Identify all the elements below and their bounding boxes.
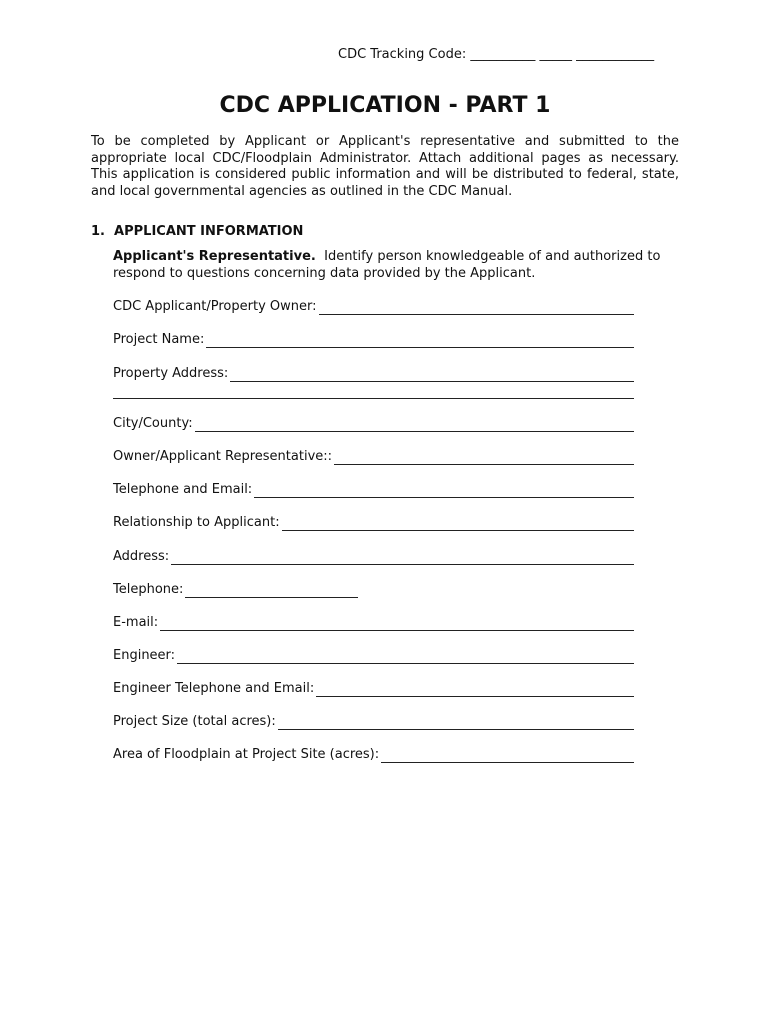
field-property-address	[113, 365, 634, 382]
city-county-input[interactable]	[195, 419, 634, 432]
section-heading-applicant-info	[91, 224, 303, 239]
project-size-input[interactable]	[278, 717, 634, 730]
field-label: Engineer:	[113, 648, 176, 663]
telephone-email-input[interactable]	[254, 485, 634, 498]
field-email	[113, 614, 634, 631]
email-input[interactable]	[160, 618, 634, 631]
field-label: Property Address:	[113, 366, 229, 381]
field-label: Engineer Telephone and Email:	[113, 681, 315, 696]
tracking-code-input[interactable]: __________ _____ ____________	[470, 47, 655, 62]
field-label: CDC Applicant/Property Owner:	[113, 299, 317, 314]
field-owner-representative	[113, 448, 634, 465]
section-number: 1.	[91, 224, 105, 239]
tracking-code-label: CDC Tracking Code:	[338, 47, 471, 62]
section-title: APPLICANT INFORMATION	[114, 224, 304, 239]
intro-paragraph: To be completed by Applicant or Applicant's representative and submitted to the appropriate local CDC/Floodplain Administrator. Attach additional pages as necessary. This application is considered public information and will be distributed to federal, state, and local governmental agencies as outlined in the CDC Manual.	[91, 134, 679, 199]
field-city-county	[113, 415, 634, 432]
field-label: Project Name:	[113, 332, 205, 347]
representative-heading: Applicant's Representative.	[113, 249, 316, 264]
floodplain-area-input[interactable]	[381, 750, 634, 763]
field-project-size	[113, 713, 634, 730]
field-label: Relationship to Applicant:	[113, 515, 280, 530]
field-label: City/County:	[113, 416, 193, 431]
page-title: CDC APPLICATION - PART 1	[219, 93, 551, 118]
property-owner-input[interactable]	[319, 302, 635, 315]
field-property-owner	[113, 298, 634, 315]
engineer-contact-input[interactable]	[316, 684, 634, 697]
property-address-input[interactable]	[230, 369, 634, 382]
field-engineer	[113, 647, 634, 664]
property-address-input-line-2[interactable]	[113, 398, 634, 399]
field-engineer-contact	[113, 680, 634, 697]
telephone-input[interactable]	[185, 585, 358, 598]
field-label: E-mail:	[113, 615, 159, 630]
field-floodplain-area	[113, 746, 634, 763]
field-project-name	[113, 331, 634, 348]
field-label: Telephone:	[113, 582, 184, 597]
representative-instructions	[113, 249, 679, 282]
field-label: Owner/Applicant Representative::	[113, 449, 333, 464]
field-label: Address:	[113, 549, 170, 564]
field-label: Telephone and Email:	[113, 482, 253, 497]
relationship-input[interactable]	[282, 518, 634, 531]
project-name-input[interactable]	[206, 335, 634, 348]
cdc-tracking-code	[338, 47, 680, 62]
engineer-input[interactable]	[177, 651, 634, 664]
address-input[interactable]	[171, 552, 634, 565]
owner-representative-input[interactable]	[334, 452, 634, 465]
field-label: Project Size (total acres):	[113, 714, 276, 729]
field-telephone	[113, 581, 358, 598]
field-address	[113, 548, 634, 565]
field-relationship	[113, 514, 634, 531]
field-label: Area of Floodplain at Project Site (acres):	[113, 747, 380, 762]
field-telephone-email	[113, 481, 634, 498]
representative-text: Identify person knowledgeable of and authorized to respond to questions concerning data provided by the Applicant.	[113, 249, 661, 281]
